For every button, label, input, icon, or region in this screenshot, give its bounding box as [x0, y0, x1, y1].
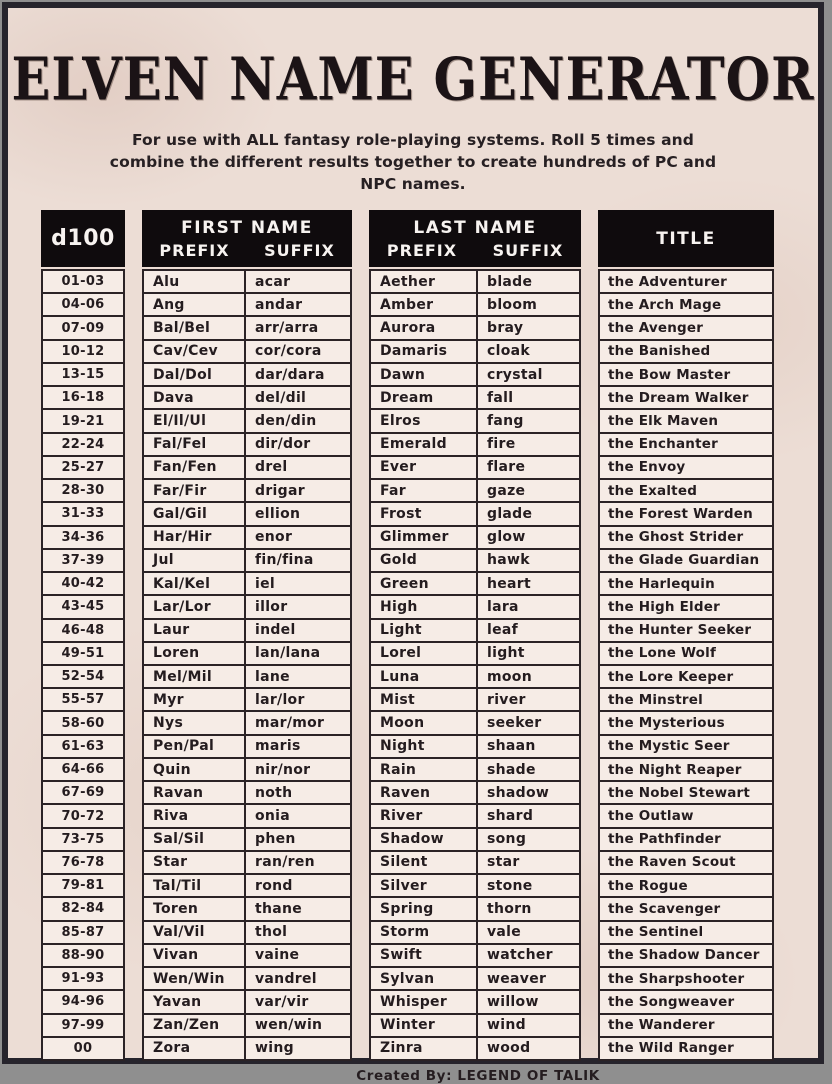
last-suffix-cell: hawk: [478, 550, 579, 571]
title-cell: the Wild Ranger: [600, 1038, 772, 1059]
first-prefix-cell: El/Il/Ul: [144, 410, 244, 431]
last-suffix-cell: thorn: [478, 898, 579, 919]
title-cell: the Wanderer: [600, 1015, 772, 1036]
last-suffix-cell: light: [478, 643, 579, 664]
first-prefix-cell: Lar/Lor: [144, 596, 244, 617]
last-prefix-cell: Raven: [371, 782, 476, 803]
title-cell: the Hunter Seeker: [600, 620, 772, 641]
first-prefix-cell: Far/Fir: [144, 480, 244, 501]
last-suffix-cell: cloak: [478, 341, 579, 362]
last-suffix-cell: song: [478, 829, 579, 850]
title-cell: the Mystic Seer: [600, 736, 772, 757]
last-prefix-cell: Emerald: [371, 434, 476, 455]
d100-table: [41, 210, 125, 1061]
last-prefix-cell: Dream: [371, 387, 476, 408]
first-suffix-cell: illor: [246, 596, 350, 617]
last-suffix-cell: vale: [478, 922, 579, 943]
last-prefix-cell: Night: [371, 736, 476, 757]
first-suffix-cell: lan/lana: [246, 643, 350, 664]
title-cell: the Lone Wolf: [600, 643, 772, 664]
first-prefix-cell: Cav/Cev: [144, 341, 244, 362]
last-suffix-cell: shard: [478, 805, 579, 826]
last-suffix-cell: glade: [478, 503, 579, 524]
first-prefix-cell: Mel/Mil: [144, 666, 244, 687]
last-prefix-cell: Aether: [371, 271, 476, 292]
last-suffix-cell: river: [478, 689, 579, 710]
first-suffix-cell: fin/fina: [246, 550, 350, 571]
last-prefix-cell: Whisper: [371, 991, 476, 1012]
first-name-subheaders: [142, 238, 352, 262]
last-prefix-cell: Shadow: [371, 829, 476, 850]
first-prefix-cell: Zora: [144, 1038, 244, 1059]
d100-range-cell: 04-06: [43, 294, 123, 315]
subtitle: For use with ALL fantasy role-playing systems. Roll 5 times and combine the different results together to create hundreds of PC and NPC names.: [109, 131, 717, 193]
title-cell: the Mysterious: [600, 712, 772, 733]
first-prefix-cell: Toren: [144, 898, 244, 919]
last-suffix-cell: stone: [478, 875, 579, 896]
first-suffix-cell: del/dil: [246, 387, 350, 408]
first-suffix-cell: iel: [246, 573, 350, 594]
first-prefix-cell: Pen/Pal: [144, 736, 244, 757]
last-suffix-cell: flare: [478, 457, 579, 478]
first-suffix-cell: enor: [246, 527, 350, 548]
d100-range-cell: 22-24: [43, 434, 123, 455]
last-prefix-cell: Mist: [371, 689, 476, 710]
last-suffix-cell: fall: [478, 387, 579, 408]
first-prefix-cell: Wen/Win: [144, 968, 244, 989]
title-cell: the Minstrel: [600, 689, 772, 710]
title-cell: the Adventurer: [600, 271, 772, 292]
first-suffix-header: SUFFIX: [264, 241, 335, 260]
page-title: ELVEN NAME GENERATOR: [11, 44, 815, 114]
first-suffix-cell: noth: [246, 782, 350, 803]
last-suffix-cell: shade: [478, 759, 579, 780]
title-cell: the Envoy: [600, 457, 772, 478]
first-prefix-cell: Star: [144, 852, 244, 873]
last-prefix-cell: River: [371, 805, 476, 826]
first-prefix-cell: Alu: [144, 271, 244, 292]
last-prefix-cell: Far: [371, 480, 476, 501]
first-suffix-cell: thane: [246, 898, 350, 919]
title-cell: the Lore Keeper: [600, 666, 772, 687]
title-table: [598, 210, 774, 1061]
d100-range-cell: 01-03: [43, 271, 123, 292]
first-suffix-cell: ran/ren: [246, 852, 350, 873]
last-prefix-cell: Dawn: [371, 364, 476, 385]
title-cell: the Glade Guardian: [600, 550, 772, 571]
first-prefix-cell: Quin: [144, 759, 244, 780]
d100-range-cell: 07-09: [43, 317, 123, 338]
first-prefix-cell: Sal/Sil: [144, 829, 244, 850]
first-suffix-cell: cor/cora: [246, 341, 350, 362]
d100-range-cell: 25-27: [43, 457, 123, 478]
first-suffix-cell: mar/mor: [246, 712, 350, 733]
last-prefix-cell: Silver: [371, 875, 476, 896]
title-cell: the Harlequin: [600, 573, 772, 594]
last-name-header-label: LAST NAME: [413, 218, 537, 238]
first-prefix-cell: Fal/Fel: [144, 434, 244, 455]
first-prefix-cell: Ang: [144, 294, 244, 315]
first-prefix-cell: Tal/Til: [144, 875, 244, 896]
first-suffix-cell: var/vir: [246, 991, 350, 1012]
first-name-header-label: FIRST NAME: [181, 218, 313, 238]
d100-range-cell: 67-69: [43, 782, 123, 803]
last-prefix-cell: Amber: [371, 294, 476, 315]
first-prefix-cell: Dal/Dol: [144, 364, 244, 385]
title-cell: the Avenger: [600, 317, 772, 338]
last-suffix-cell: crystal: [478, 364, 579, 385]
d100-range-cell: 34-36: [43, 527, 123, 548]
d100-range-cell: 82-84: [43, 898, 123, 919]
first-prefix-cell: Dava: [144, 387, 244, 408]
first-prefix-cell: Laur: [144, 620, 244, 641]
last-suffix-cell: watcher: [478, 945, 579, 966]
title-cell: the Night Reaper: [600, 759, 772, 780]
last-suffix-header: SUFFIX: [492, 241, 564, 260]
first-suffix-cell: lar/lor: [246, 689, 350, 710]
first-prefix-cell: Vivan: [144, 945, 244, 966]
d100-header: d100: [41, 210, 125, 267]
d100-range-cell: 28-30: [43, 480, 123, 501]
title-cell: the Scavenger: [600, 898, 772, 919]
d100-range-cell: 10-12: [43, 341, 123, 362]
d100-range-cell: 91-93: [43, 968, 123, 989]
footer-credit: Created By: LEGEND OF TALIK: [356, 1068, 600, 1084]
title-cell: the Songweaver: [600, 991, 772, 1012]
first-suffix-cell: maris: [246, 736, 350, 757]
last-prefix-cell: Silent: [371, 852, 476, 873]
d100-range-cell: 85-87: [43, 922, 123, 943]
first-prefix-cell: Ravan: [144, 782, 244, 803]
title-cell: the Rogue: [600, 875, 772, 896]
last-prefix-cell: Aurora: [371, 317, 476, 338]
last-name-subheaders: [369, 238, 581, 262]
first-suffix-cell: vandrel: [246, 968, 350, 989]
d100-range-cell: 64-66: [43, 759, 123, 780]
last-suffix-cell: glow: [478, 527, 579, 548]
last-suffix-cell: gaze: [478, 480, 579, 501]
last-prefix-cell: Winter: [371, 1015, 476, 1036]
first-prefix-cell: Val/Vil: [144, 922, 244, 943]
title-cell: the High Elder: [600, 596, 772, 617]
first-suffix-cell: drel: [246, 457, 350, 478]
first-prefix-header: PREFIX: [159, 241, 230, 260]
last-name-table: [369, 210, 581, 1061]
title-rows: [598, 269, 774, 1061]
title-cell: the Raven Scout: [600, 852, 772, 873]
last-prefix-cell: Frost: [371, 503, 476, 524]
last-suffix-cell: willow: [478, 991, 579, 1012]
last-prefix-cell: Green: [371, 573, 476, 594]
d100-range-cell: 37-39: [43, 550, 123, 571]
last-suffix-cell: shadow: [478, 782, 579, 803]
first-prefix-cell: Riva: [144, 805, 244, 826]
last-prefix-cell: Swift: [371, 945, 476, 966]
last-prefix-cell: Storm: [371, 922, 476, 943]
d100-range-cell: 46-48: [43, 620, 123, 641]
first-prefix-cell: Fan/Fen: [144, 457, 244, 478]
last-prefix-cell: Ever: [371, 457, 476, 478]
d100-range-cell: 49-51: [43, 643, 123, 664]
first-prefix-cell: Kal/Kel: [144, 573, 244, 594]
first-suffix-cell: andar: [246, 294, 350, 315]
title-cell: the Shadow Dancer: [600, 945, 772, 966]
first-suffix-cell: arr/arra: [246, 317, 350, 338]
d100-range-cell: 97-99: [43, 1015, 123, 1036]
d100-rows: [41, 269, 125, 1061]
last-prefix-cell: Spring: [371, 898, 476, 919]
title-cell: the Exalted: [600, 480, 772, 501]
last-name-header: [369, 210, 581, 267]
last-prefix-cell: Lorel: [371, 643, 476, 664]
last-suffix-cell: fang: [478, 410, 579, 431]
d100-range-cell: 61-63: [43, 736, 123, 757]
first-name-rows: [142, 269, 352, 1061]
first-suffix-cell: rond: [246, 875, 350, 896]
last-prefix-cell: Rain: [371, 759, 476, 780]
last-prefix-cell: Zinra: [371, 1038, 476, 1059]
last-suffix-cell: moon: [478, 666, 579, 687]
last-suffix-cell: wind: [478, 1015, 579, 1036]
title-cell: the Nobel Stewart: [600, 782, 772, 803]
first-suffix-cell: onia: [246, 805, 350, 826]
last-suffix-cell: bloom: [478, 294, 579, 315]
d100-range-cell: 79-81: [43, 875, 123, 896]
first-suffix-cell: nir/nor: [246, 759, 350, 780]
d100-range-cell: 70-72: [43, 805, 123, 826]
title-cell: the Bow Master: [600, 364, 772, 385]
d100-range-cell: 16-18: [43, 387, 123, 408]
last-suffix-cell: bray: [478, 317, 579, 338]
last-suffix-cell: fire: [478, 434, 579, 455]
title-cell: the Elk Maven: [600, 410, 772, 431]
title-cell: the Sentinel: [600, 922, 772, 943]
title-header: TITLE: [598, 210, 774, 267]
first-suffix-cell: wen/win: [246, 1015, 350, 1036]
last-suffix-cell: heart: [478, 573, 579, 594]
last-prefix-header: PREFIX: [386, 241, 458, 260]
last-suffix-cell: star: [478, 852, 579, 873]
title-cell: the Banished: [600, 341, 772, 362]
d100-range-cell: 43-45: [43, 596, 123, 617]
first-suffix-cell: thol: [246, 922, 350, 943]
d100-range-cell: 55-57: [43, 689, 123, 710]
last-prefix-cell: Gold: [371, 550, 476, 571]
title-cell: the Forest Warden: [600, 503, 772, 524]
last-prefix-cell: Light: [371, 620, 476, 641]
first-suffix-cell: den/din: [246, 410, 350, 431]
first-name-table: [142, 210, 352, 1061]
title-cell: the Enchanter: [600, 434, 772, 455]
last-suffix-cell: leaf: [478, 620, 579, 641]
d100-range-cell: 73-75: [43, 829, 123, 850]
first-prefix-cell: Zan/Zen: [144, 1015, 244, 1036]
first-prefix-cell: Loren: [144, 643, 244, 664]
first-prefix-cell: Bal/Bel: [144, 317, 244, 338]
last-suffix-cell: seeker: [478, 712, 579, 733]
last-prefix-cell: High: [371, 596, 476, 617]
title-cell: the Outlaw: [600, 805, 772, 826]
first-suffix-cell: vaine: [246, 945, 350, 966]
d100-range-cell: 52-54: [43, 666, 123, 687]
first-prefix-cell: Myr: [144, 689, 244, 710]
last-suffix-cell: weaver: [478, 968, 579, 989]
first-suffix-cell: indel: [246, 620, 350, 641]
first-prefix-cell: Jul: [144, 550, 244, 571]
d100-range-cell: 00: [43, 1038, 123, 1059]
title-cell: the Sharpshooter: [600, 968, 772, 989]
first-prefix-cell: Gal/Gil: [144, 503, 244, 524]
last-prefix-cell: Damaris: [371, 341, 476, 362]
first-suffix-cell: lane: [246, 666, 350, 687]
last-suffix-cell: blade: [478, 271, 579, 292]
first-suffix-cell: dar/dara: [246, 364, 350, 385]
title-cell: the Pathfinder: [600, 829, 772, 850]
d100-range-cell: 94-96: [43, 991, 123, 1012]
first-prefix-cell: Nys: [144, 712, 244, 733]
last-prefix-cell: Moon: [371, 712, 476, 733]
d100-range-cell: 88-90: [43, 945, 123, 966]
last-suffix-cell: wood: [478, 1038, 579, 1059]
last-prefix-cell: Glimmer: [371, 527, 476, 548]
last-suffix-cell: shaan: [478, 736, 579, 757]
d100-range-cell: 76-78: [43, 852, 123, 873]
first-suffix-cell: drigar: [246, 480, 350, 501]
first-name-header: [142, 210, 352, 267]
d100-range-cell: 58-60: [43, 712, 123, 733]
last-prefix-cell: Luna: [371, 666, 476, 687]
first-prefix-cell: Har/Hir: [144, 527, 244, 548]
d100-range-cell: 13-15: [43, 364, 123, 385]
last-prefix-cell: Elros: [371, 410, 476, 431]
tables-area: [41, 210, 824, 1061]
last-prefix-cell: Sylvan: [371, 968, 476, 989]
first-suffix-cell: ellion: [246, 503, 350, 524]
title-cell: the Ghost Strider: [600, 527, 772, 548]
d100-range-cell: 31-33: [43, 503, 123, 524]
first-suffix-cell: phen: [246, 829, 350, 850]
last-suffix-cell: lara: [478, 596, 579, 617]
first-prefix-cell: Yavan: [144, 991, 244, 1012]
last-name-rows: [369, 269, 581, 1061]
first-suffix-cell: acar: [246, 271, 350, 292]
first-suffix-cell: dir/dor: [246, 434, 350, 455]
first-suffix-cell: wing: [246, 1038, 350, 1059]
title-cell: the Arch Mage: [600, 294, 772, 315]
title-cell: the Dream Walker: [600, 387, 772, 408]
d100-range-cell: 19-21: [43, 410, 123, 431]
d100-range-cell: 40-42: [43, 573, 123, 594]
